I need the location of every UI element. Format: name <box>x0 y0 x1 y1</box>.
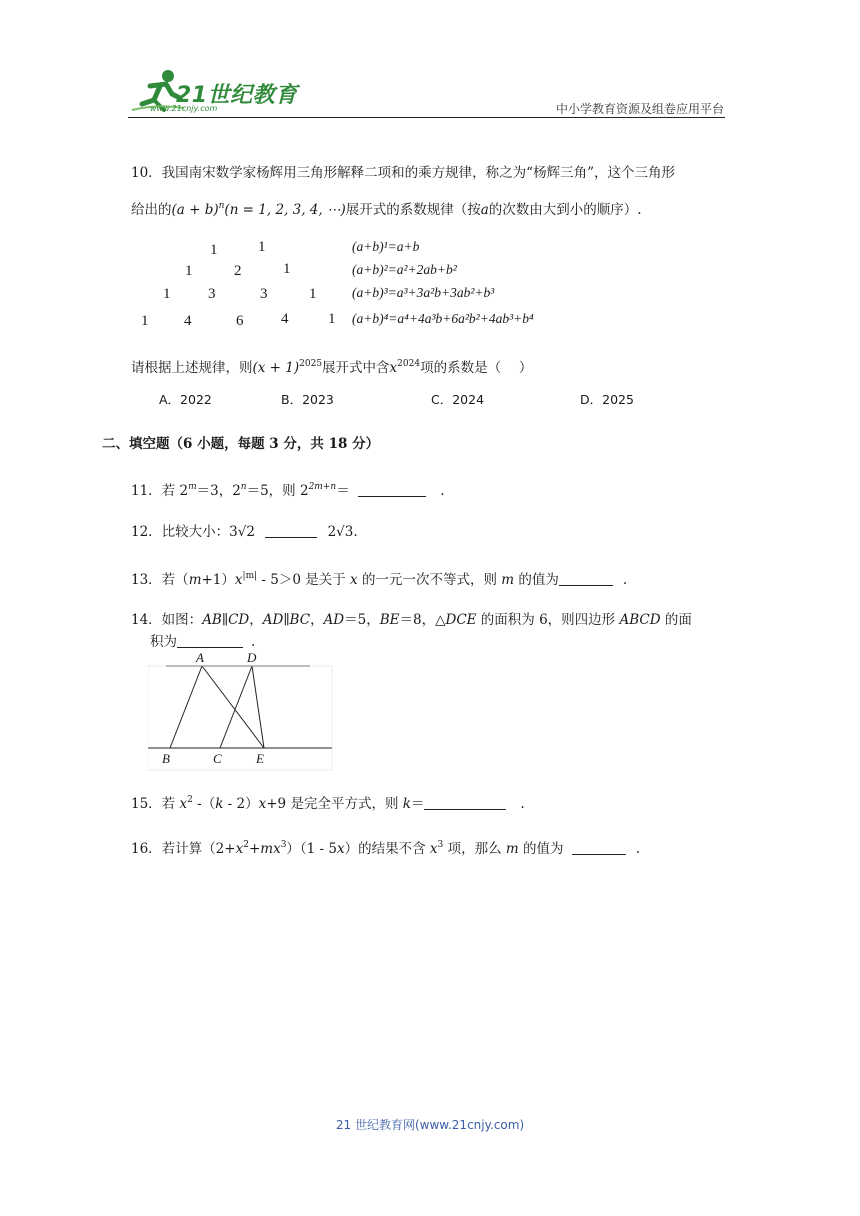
triangle-cell: 1 <box>309 286 317 302</box>
option-c[interactable]: C．2024 <box>431 392 485 407</box>
q14-text: ＝5， <box>344 612 380 628</box>
logo-text: 21世纪教育 <box>176 83 298 108</box>
triangle-cell: 3 <box>260 286 268 302</box>
q14-geometry-figure <box>148 650 338 772</box>
q14-text: 积为 <box>150 634 177 650</box>
binomial-formula: (a+b)¹=a+b <box>352 239 420 254</box>
section-title: 二、填空题（6 小题，每题 3 分，共 18 分） <box>102 436 380 452</box>
q13-var: x <box>234 572 243 588</box>
q16-text: + <box>248 841 261 857</box>
q10-var: a <box>480 202 489 218</box>
q10-ask-mid: 展开式中含 <box>322 360 390 376</box>
q11 <box>131 477 445 501</box>
q11-end: . <box>440 483 445 499</box>
q10-ask-expr: (x + 1) <box>252 360 300 376</box>
q13-text: 的一元一次不等式，则 <box>357 572 502 588</box>
binomial-formula: (a+b)⁴=a⁴+4a³b+6a²b²+4ab³+b⁴ <box>352 311 534 326</box>
q15-var: x <box>179 796 188 812</box>
q16-var: m <box>505 841 519 857</box>
triangle-cell: 1 <box>185 263 193 279</box>
q14-var: AD <box>323 612 345 628</box>
triangle-cell: 1 <box>328 311 336 327</box>
logo-url: www.21cnjy.com <box>150 104 218 113</box>
q16-end: . <box>635 841 641 857</box>
q11-exp-m: m <box>188 482 197 492</box>
q10-ask-exp: 2025 <box>299 359 323 369</box>
q11-text: ＝3，2 <box>196 483 241 499</box>
q14-end: . <box>251 634 256 650</box>
q15 <box>131 790 525 814</box>
point-label-a: A <box>196 650 204 665</box>
q15-text: - 2） <box>223 796 259 812</box>
point-label-d: D <box>247 650 257 665</box>
q14-var: DCE <box>445 612 477 628</box>
triangle-cell: 4 <box>184 313 192 329</box>
header-divider <box>128 117 725 118</box>
q11-exp-n: n <box>240 482 247 492</box>
q16-text: ）的结果不含 <box>344 841 430 857</box>
q14-text: 的面积为 6，则四边形 <box>476 612 620 628</box>
q13 <box>131 566 627 590</box>
q12-text: 2√3. <box>327 524 358 540</box>
binomial-formula: (a+b)³=a³+3a²b+3ab²+b³ <box>352 285 495 300</box>
q10-line1: 10．我国南宋数学家杨辉用三角形解释二项和的乘方规律，称之为“杨辉三角”，这个三角形 <box>131 165 675 181</box>
q13-text: 13．若（ <box>131 572 189 588</box>
q10-expr: (a + b) <box>171 202 219 218</box>
q15-text: 15．若 <box>131 796 180 812</box>
q14-var: BE <box>379 612 400 628</box>
q14-text: ， <box>310 612 324 628</box>
q14-var: AB∥CD <box>202 612 250 628</box>
q16-text: 的值为 <box>518 841 564 857</box>
point-label-b: B <box>162 751 170 766</box>
q13-text: 的值为 <box>514 572 559 588</box>
q13-text: +1） <box>201 572 235 588</box>
segment-dc <box>220 666 252 748</box>
q10-text-end: 的次数由大到小的顺序）. <box>488 202 642 218</box>
q14-text: 的面 <box>660 612 692 628</box>
triangle-cell: 3 <box>208 286 216 302</box>
point-label-e: E <box>256 751 264 766</box>
answer-blank[interactable] <box>177 633 243 648</box>
q10-text-post: 展开式的系数规律（按 <box>345 202 481 218</box>
q12 <box>131 522 358 542</box>
q15-var: k <box>215 796 224 812</box>
q10-expr-exp: n <box>218 201 225 211</box>
triangle-cell: 4 <box>281 311 289 327</box>
q10-text: 给出的 <box>131 202 172 218</box>
q10-ask-post: 项的系数是（ ） <box>420 360 533 376</box>
q13-var: m <box>188 572 202 588</box>
q13-end: . <box>622 572 628 588</box>
q14-line2 <box>150 632 255 652</box>
q14-line1 <box>131 610 692 630</box>
q11-text: ＝ <box>336 483 350 499</box>
q13-var: m <box>501 572 515 588</box>
option-b[interactable]: B．2023 <box>281 392 334 407</box>
q15-text: +9 是完全平方式，则 <box>266 796 403 812</box>
triangle-cell: 1 <box>163 286 171 302</box>
q16-exp: 2 <box>243 840 249 850</box>
q14-var: ABCD <box>619 612 661 628</box>
answer-blank[interactable] <box>265 523 317 538</box>
q10-ask-x: x <box>389 360 398 376</box>
q16-text: ）（1 - 5 <box>286 841 337 857</box>
segment-ae <box>202 666 264 748</box>
triangle-cell: 1 <box>210 242 218 258</box>
answer-blank[interactable] <box>358 482 426 497</box>
q15-exp: 2 <box>187 795 193 805</box>
q10-ask <box>131 354 532 378</box>
q16-var: x <box>235 841 244 857</box>
q11-text: ＝5，则 2 <box>246 483 309 499</box>
footer-link[interactable]: 21 世纪教育网(www.21cnjy.com) <box>335 1118 525 1132</box>
platform-title: 中小学教育资源及组卷应用平台 <box>555 102 724 116</box>
q14-text: ＝8，△ <box>399 612 446 628</box>
q14-var: AD∥BC <box>262 612 311 628</box>
q11-exp: 2m+n <box>308 482 337 492</box>
q10-cond: (n = 1, 2, 3, 4, ⋯) <box>224 202 346 218</box>
q10-ask-xexp: 2024 <box>397 359 421 369</box>
q13-exp: |m| <box>242 571 258 581</box>
q10-ask-text: 请根据上述规律，则 <box>131 360 253 376</box>
q14-text: 14．如图： <box>131 612 203 628</box>
q12-text: 12．比较大小：3√2 <box>131 524 255 540</box>
q16-exp: 3 <box>280 840 287 850</box>
q15-text: -（ <box>192 796 216 812</box>
triangle-cell: 1 <box>283 261 291 277</box>
answer-blank[interactable] <box>572 840 626 855</box>
q15-text: ＝ <box>410 796 425 812</box>
binomial-formula: (a+b)²=a²+2ab+b² <box>352 262 457 277</box>
answer-blank[interactable] <box>559 571 613 586</box>
triangle-cell: 1 <box>141 313 149 329</box>
q15-end: . <box>520 796 525 812</box>
q16-text: 16．若计算（2+ <box>131 841 236 857</box>
q13-text: - 5＞0 是关于 <box>257 572 351 588</box>
q16-var: x <box>429 841 438 857</box>
point-label-c: C <box>213 751 222 766</box>
q13-var: x <box>350 572 358 588</box>
figure-frame <box>148 666 332 770</box>
q14-text: ， <box>249 612 263 628</box>
segment-ab <box>170 666 202 748</box>
q11-text: 11．若 2 <box>131 483 189 499</box>
q16 <box>131 835 640 859</box>
triangle-cell: 6 <box>236 313 244 329</box>
q15-var: x <box>258 796 267 812</box>
option-a[interactable]: A．2022 <box>159 392 212 407</box>
triangle-cell: 2 <box>234 263 242 279</box>
q16-exp: 3 <box>437 840 444 850</box>
q16-text: 项，那么 <box>443 841 506 857</box>
q16-var: mx <box>260 841 281 857</box>
answer-blank[interactable] <box>424 795 506 810</box>
option-d[interactable]: D．2025 <box>580 392 634 407</box>
q15-var: k <box>402 796 411 812</box>
q10-line2 <box>131 196 642 220</box>
triangle-cell: 1 <box>258 239 266 255</box>
segment-de <box>252 666 264 748</box>
q16-var: x <box>337 841 345 857</box>
